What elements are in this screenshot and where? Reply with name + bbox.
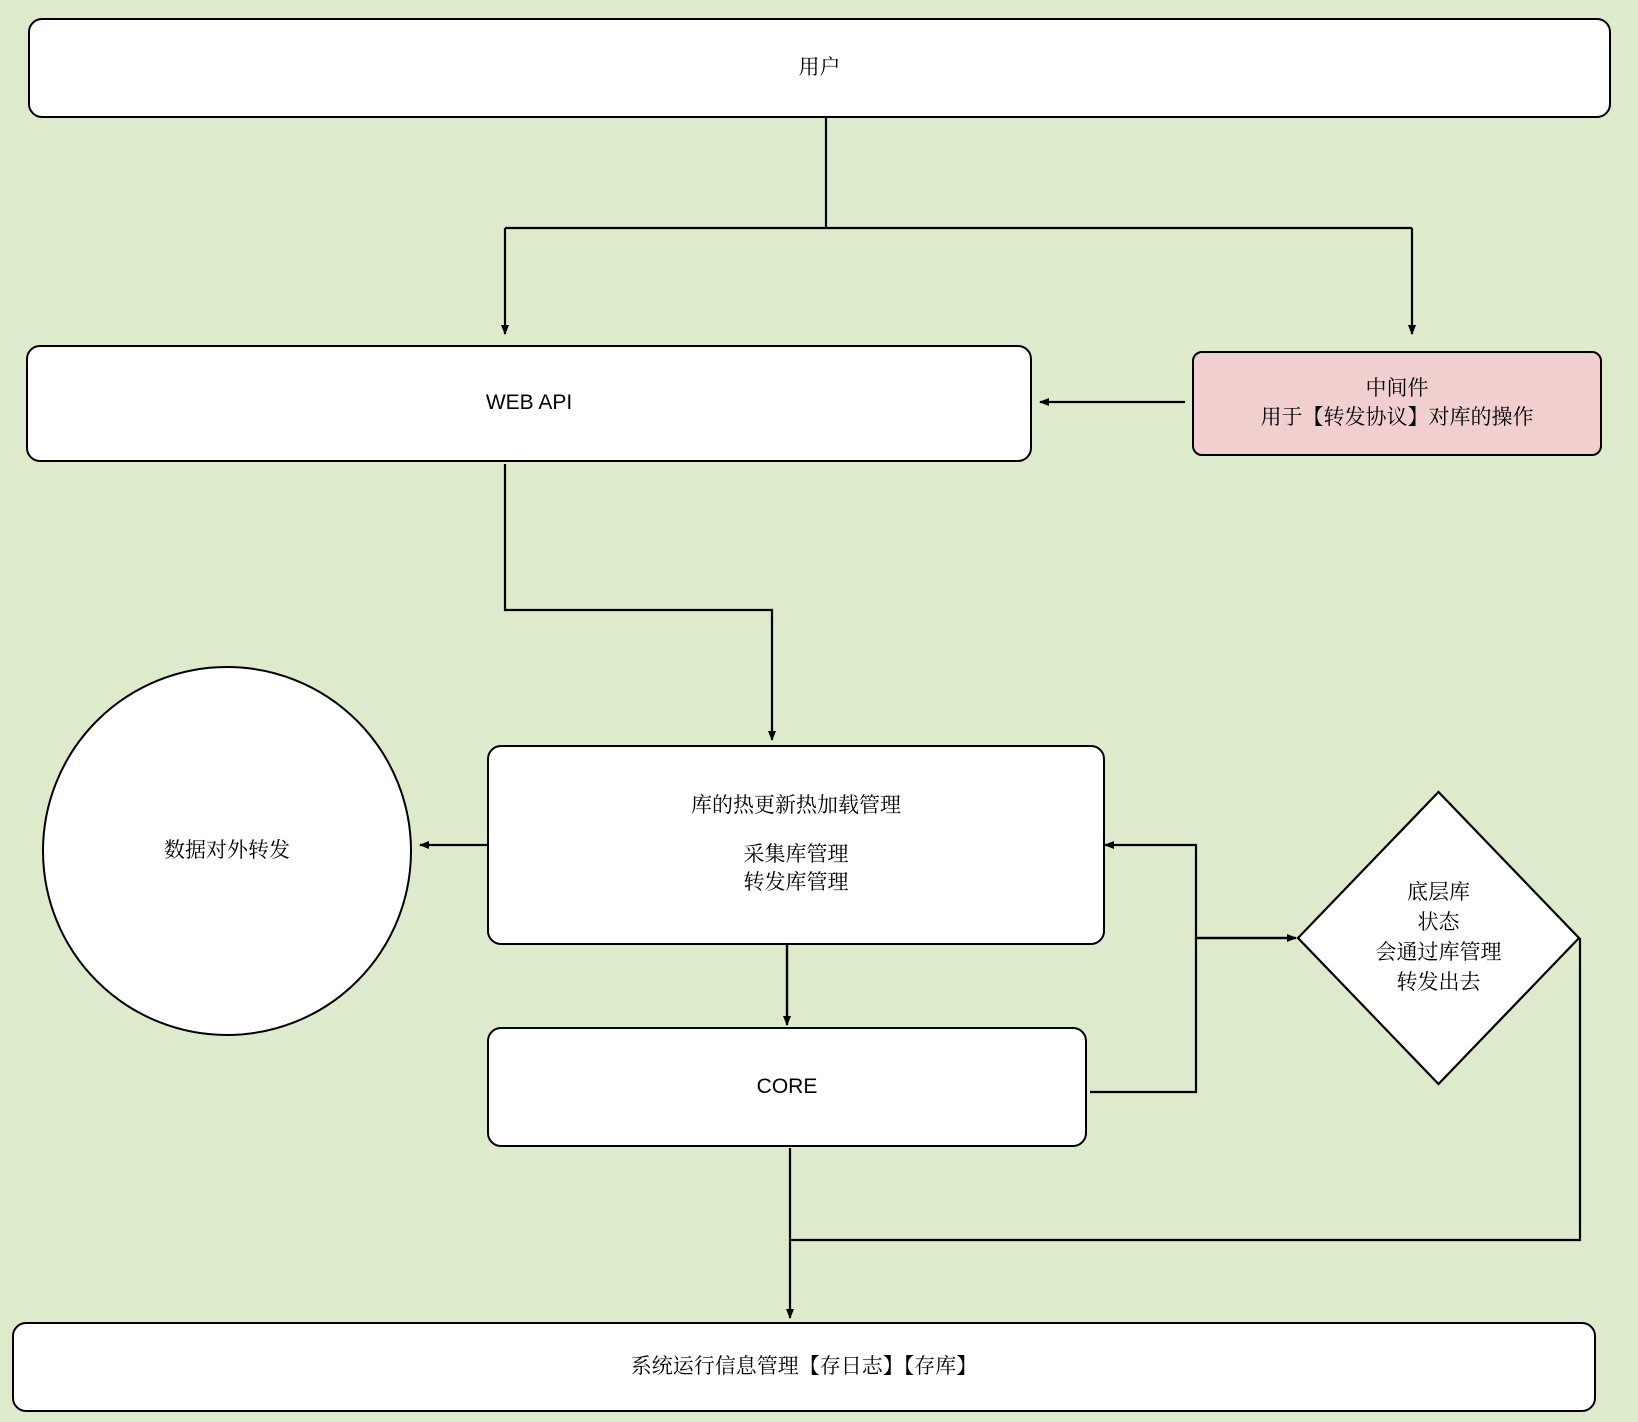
- node-forward-out[interactable]: [42, 666, 412, 1036]
- node-middleware-line1: 中间件: [1365, 376, 1429, 400]
- edge-lowlevel-to-libmanager: [1105, 845, 1296, 938]
- node-forward-out-label: 数据对外转发: [164, 838, 290, 862]
- node-low-level[interactable]: [1296, 790, 1581, 1086]
- node-lib-manager-line1: 库的热更新热加载管理: [691, 793, 901, 817]
- edge-webapi-to-libmanager: [505, 464, 772, 740]
- node-core[interactable]: [487, 1027, 1087, 1147]
- node-middleware-line2: 用于【转发协议】对库的操作: [1260, 405, 1534, 429]
- edge-core-to-lowlevel: [1090, 938, 1296, 1092]
- node-middleware[interactable]: [1192, 351, 1602, 456]
- node-low-level-line2: 状态: [1417, 911, 1460, 935]
- node-low-level-line4: 转发出去: [1396, 970, 1481, 994]
- node-user-label: 用户: [798, 55, 841, 79]
- node-web-api[interactable]: [26, 345, 1032, 462]
- node-low-level-line1: 底层库: [1407, 881, 1470, 905]
- node-sys-info-label: 系统运行信息管理【存日志】【存库】: [630, 1354, 978, 1378]
- low-level-label-group: [1296, 790, 1581, 1086]
- node-lib-manager[interactable]: [487, 745, 1105, 945]
- node-lib-manager-line3: 转发库管理: [743, 871, 849, 895]
- node-low-level-line3: 会通过库管理: [1375, 941, 1502, 964]
- node-core-label: CORE: [756, 1074, 818, 1098]
- node-sys-info[interactable]: [12, 1322, 1596, 1412]
- node-lib-manager-line2: 采集库管理: [743, 842, 849, 866]
- node-web-api-label: WEB API: [485, 391, 573, 415]
- node-user[interactable]: [28, 18, 1611, 118]
